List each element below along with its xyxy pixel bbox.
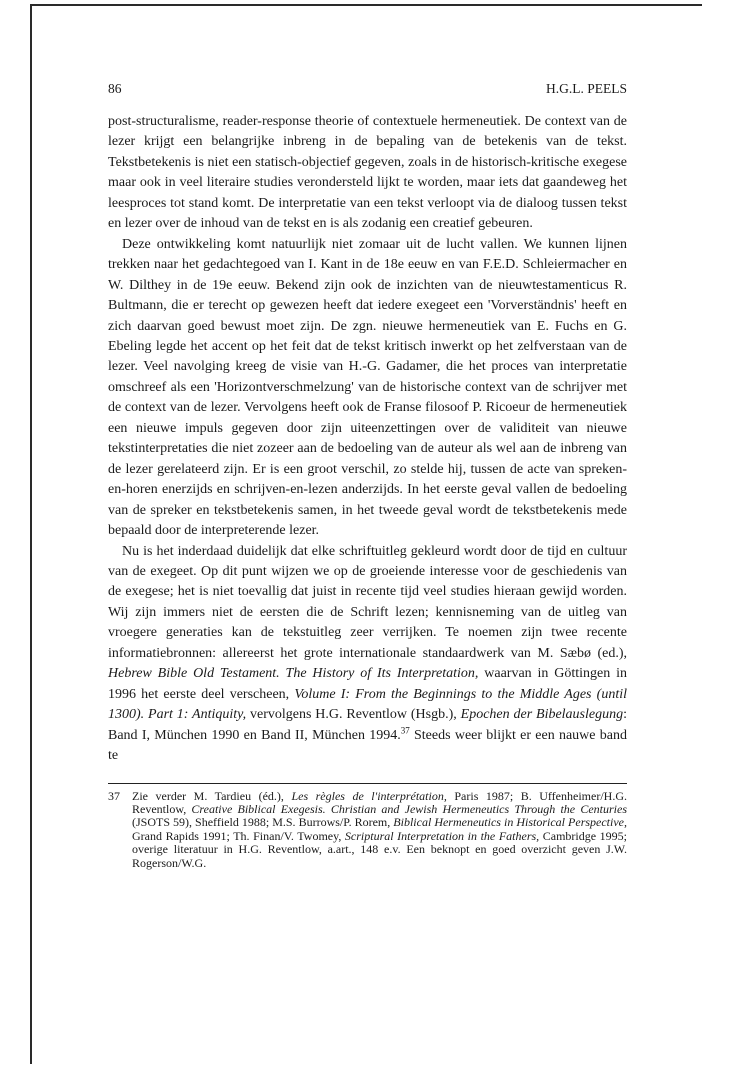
footnote-text xyxy=(132,790,627,870)
italic-title: Scriptural Interpretation in the Fathers, xyxy=(344,828,540,843)
scan-left-border xyxy=(30,4,32,1064)
running-head xyxy=(108,80,627,98)
footnote-number: 37 xyxy=(108,788,120,803)
paragraph-2 xyxy=(108,235,627,542)
italic-title: Volume I: From the Beginnings to the Middle Ages (until 1300). Part 1: Antiquity, xyxy=(108,686,628,723)
text-run: Steeds weer blijkt er een nauwe band te xyxy=(108,727,627,764)
text-run: Deze ontwikkeling komt natuurlijk niet zomaar uit de lucht vallen. We kunnen lijnen trekken naar het gedachtegoed van I. Kant in de 18e eeuw en van F.E.D. Schleiermacher en W. Dilthey in de 19e eeuw. Bekend zijn ook de inzichten van de nieuwtestamenticus R. Bultmann, die er terecht op gewezen heeft dat iedere exegeet een 'Vorverständnis' heeft en zich daarvan goed bewust moet zijn. De zgn. nieuwe hermeneutiek van E. Fuchs en G. Ebeling legde het accent op het feit dat de tekst kritisch inwerkt op het zelfverstaan van de lezer. Veel navolging kreeg de visie van H.-G. Gadamer, die het proces van interpretatie omschreef als een 'Horizontverschmelzung' van de historische context van de schrijver met de context van de lezer. Vervolgens heeft ook de Franse filosoof P. Ricoeur de hermeneutiek een nieuwe impuls gegeven door zijn uiteenzettingen over de validiteit van nieuwe tekstinterpretaties die niet zozeer aan de bedoeling van de auteur als wel aan de inbreng van de lezer gerelateerd zijn. Er is een groot verschil, zo stelde hij, tussen de acte van spreken-en-horen enerzijds en schrijven-en-lezen anderzijds. In het eerste geval vallen de bedoeling van de spreker en tekstbetekenis samen, in het tweede geval wordt de tekstbetekenis mede bepaald door de interpreterende lezer. xyxy=(108,236,627,539)
book-page xyxy=(108,80,627,870)
scan-top-border xyxy=(30,4,702,6)
body-text xyxy=(108,112,627,767)
footnote-ref: 37 xyxy=(400,724,410,735)
footnote-rule xyxy=(108,783,627,784)
footnote-37 xyxy=(108,790,627,870)
text-run: Grand Rapids 1991; Th. Finan/V. Twomey, xyxy=(132,828,345,843)
italic-title: Biblical Hermeneutics in Historical Perspective, xyxy=(393,815,628,830)
text-run: Paris 1987; B. Uffenheimer/H.G. Reventlow, xyxy=(132,788,627,816)
page-number: 86 xyxy=(108,81,122,96)
paragraph-3 xyxy=(108,542,627,767)
italic-title: Epochen der Bibelauslegung xyxy=(460,707,624,723)
text-run: vervolgens H.G. Reventlow (Hsgb.), xyxy=(246,707,461,723)
italic-title: Creative Biblical Exegesis. Christian and Jewish Hermeneutics Through the Centuries xyxy=(191,801,627,816)
running-head-author: H.G.L. PEELS xyxy=(546,81,627,96)
italic-title: Les règles de l'interprétation, xyxy=(291,788,447,803)
text-run: post-structuralisme, reader-response theorie of contextuele hermeneutiek. De context van de lezer krijgt een belangrijke inbreng in de bepaling van de betekenis van de tekst. Tekstbetekenis is niet een statisch-objectief gegeven, zoals in de historisch-kritische exegese maar ook in veel literaire studies verondersteld lijkt te worden, maar iets dat gaandeweg het leesproces tot stand komt. De interpretatie van een tekst verloopt via de dialoog tussen tekst en lezer over de inhoud van de tekst en is als zodanig een creatief gebeuren. xyxy=(108,114,627,232)
text-run: : Band I, München 1990 en Band II, München 1994. xyxy=(108,707,628,743)
italic-title: Hebrew Bible Old Testament. The History of Its Interpretation, xyxy=(108,666,479,682)
text-run: waarvan in Göttingen in 1996 het eerste deel verscheen, xyxy=(108,666,628,702)
text-run: Cambridge 1995; overige literatuur in H.G. Reventlow, a.art., 148 e.v. Een beknopt en goed overzicht geven J.W. Rogerson/W.G. xyxy=(132,828,627,870)
paragraph-1 xyxy=(108,112,627,235)
text-run: Nu is het inderdaad duidelijk dat elke schriftuitleg gekleurd wordt door de tijd en cultuur van de exegeet. Op dit punt wijzen we op de groeiende interesse voor de geschiedenis van de exegese; het is niet toevallig dat juist in recente tijd veel studies hieraan gewijd worden. Wij zijn immers niet de eersten die de Schrift lezen; kennisneming van de uitleg van vroegere generaties kan de tekstuitleg zeer verrijken. Te noemen zijn twee recente informatiebronnen: allereerst het grote internationale standaardwerk van M. Sæbø (ed.), xyxy=(108,543,627,661)
text-run: (JSOTS 59), Sheffield 1988; M.S. Burrows/P. Rorem, xyxy=(132,815,394,830)
text-run: Zie verder M. Tardieu (éd.), xyxy=(132,788,292,803)
